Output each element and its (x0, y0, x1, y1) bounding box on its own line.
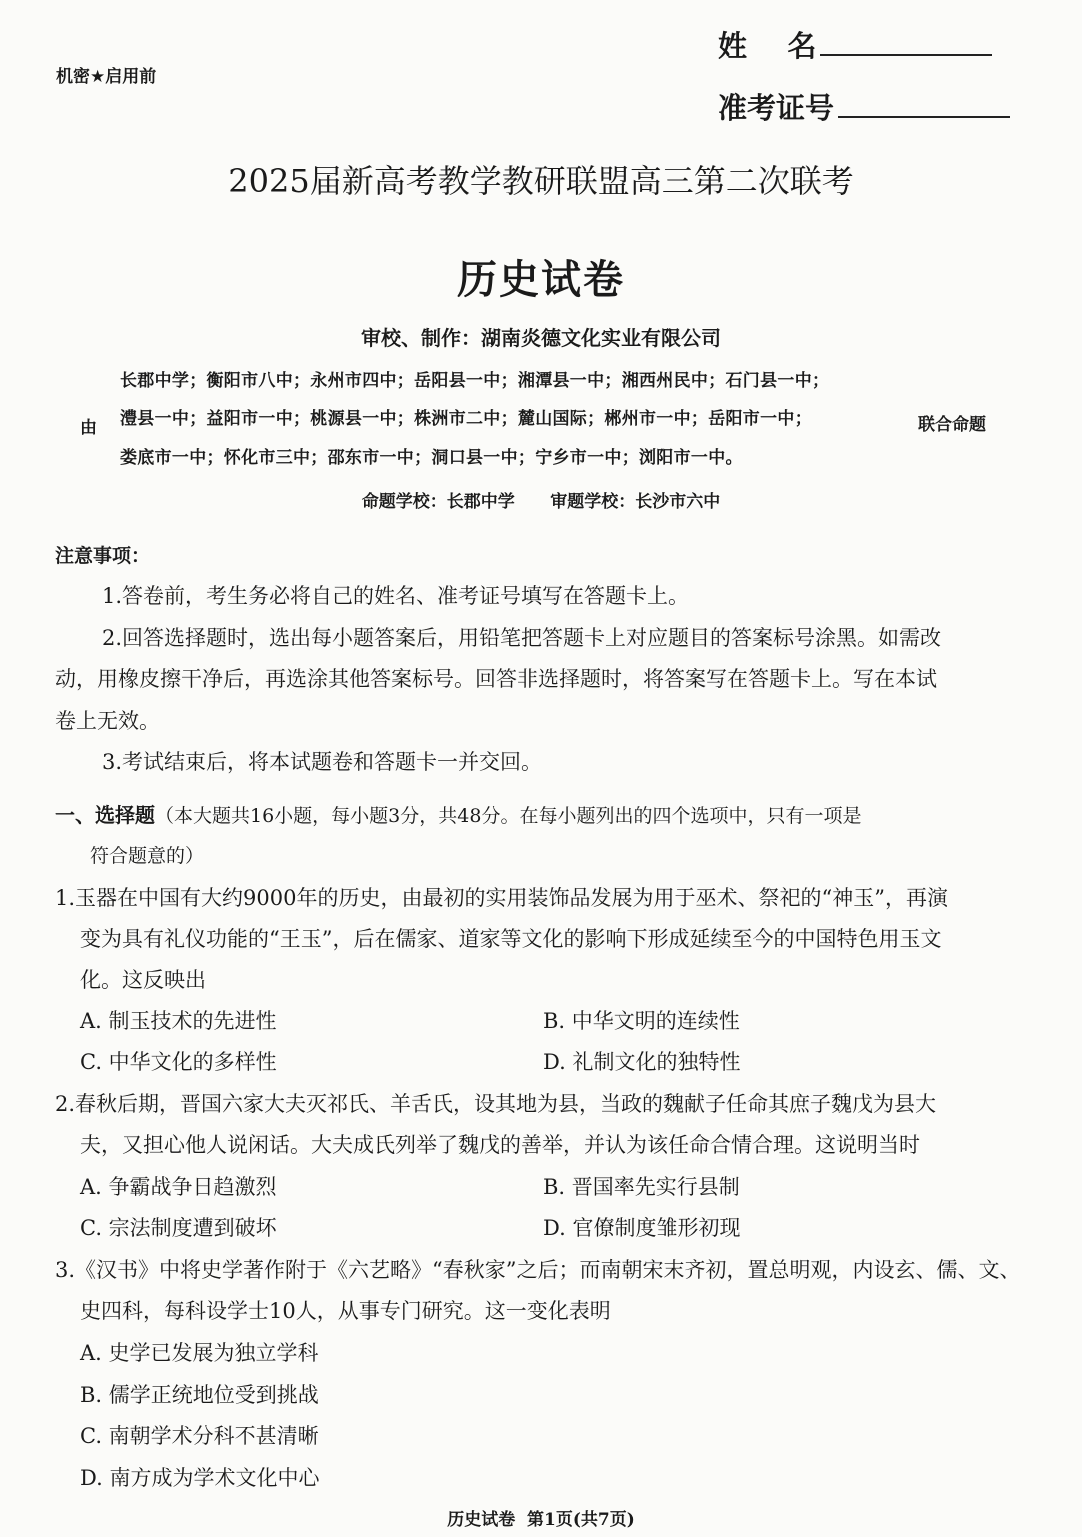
q1-option-a[interactable]: A. 制玉技术的先进性 (80, 1009, 277, 1033)
section-heading-line (55, 799, 861, 828)
section-desc: （本大题共16小题，每小题3分，共48分。在每小题列出的四个选项中，只有一项是 (155, 805, 862, 827)
question-3-line-1: 3.《汉书》中将史学著作附于《六艺略》“春秋家”之后；而南朝宋末齐初，置总明观，内设玄、儒、文、 (55, 1258, 1021, 1282)
q1-option-c[interactable]: C. 中华文化的多样性 (80, 1050, 277, 1074)
schools-line: 澧县一中；益阳市一中；桃源县一中；株洲市二中；麓山国际；郴州市一中；岳阳市一中； (120, 409, 812, 429)
schools-suffix: 联合命题 (918, 415, 986, 435)
note-2-line-2: 动，用橡皮擦干净后，再选涂其他答案标号。回答非选择题时，将答案写在答题卡上。写在本试 (55, 667, 937, 691)
maker-line: 审校、制作：湖南炎德文化实业有限公司 (361, 326, 721, 350)
question-3-line-2: 史四科，每科设学士10人，从事专门研究。这一变化表明 (80, 1299, 611, 1323)
subject-title: 历史试卷 (457, 257, 625, 303)
name-blank-line[interactable] (820, 30, 992, 56)
section-heading: 一、选择题 (55, 803, 155, 827)
setter-schools: 命题学校：长郡中学 审题学校：长沙市六中 (361, 492, 721, 512)
notes-heading: 注意事项： (55, 545, 151, 567)
note-1: 1.答卷前，考生务必将自己的姓名、准考证号填写在答题卡上。 (102, 584, 690, 608)
q3-option-d[interactable]: D. 南方成为学术文化中心 (80, 1466, 320, 1490)
exam-id-field[interactable] (718, 86, 1010, 127)
q2-option-a[interactable]: A. 争霸战争日趋激烈 (80, 1175, 277, 1199)
exam-title: 2025届新高考教学教研联盟高三第二次联考 (228, 162, 854, 200)
q2-option-b[interactable]: B. 晋国率先实行县制 (543, 1175, 740, 1199)
note-2-line-1: 2.回答选择题时，选出每小题答案后，用铅笔把答题卡上对应题目的答案标号涂黑。如需改 (102, 626, 942, 650)
name-field[interactable] (718, 24, 992, 65)
q2-option-c[interactable]: C. 宗法制度遭到破坏 (80, 1216, 277, 1240)
schools-prefix: 由 (80, 418, 97, 438)
name-label: 姓 名 (718, 29, 817, 63)
exam-id-label: 准考证号 (718, 91, 835, 125)
note-2-line-3: 卷上无效。 (55, 709, 160, 733)
q3-option-b[interactable]: B. 儒学正统地位受到挑战 (80, 1383, 319, 1407)
q1-option-d[interactable]: D. 礼制文化的独特性 (543, 1050, 741, 1074)
secret-mark: 机密★启用前 (56, 67, 157, 87)
page-footer: 历史试卷 第1页(共7页) (447, 1510, 635, 1530)
question-2-line-1: 2.春秋后期，晋国六家大夫灭祁氏、羊舌氏，设其地为县，当政的魏献子任命其庶子魏戊为县大 (55, 1092, 937, 1116)
note-3: 3.考试结束后，将本试题卷和答题卡一并交回。 (102, 750, 543, 774)
schools-line: 长郡中学；衡阳市八中；永州市四中；岳阳县一中；湘潭县一中；湘西州民中；石门县一中； (120, 371, 830, 391)
question-1-line-1: 1.玉器在中国有大约9000年的历史，由最初的实用装饰品发展为用于巫术、祭祀的“神玉”，再演 (55, 886, 948, 910)
q3-option-a[interactable]: A. 史学已发展为独立学科 (80, 1341, 319, 1365)
q2-option-d[interactable]: D. 官僚制度雏形初现 (543, 1216, 741, 1240)
exam-id-blank-line[interactable] (838, 92, 1010, 118)
q3-option-c[interactable]: C. 南朝学术分科不甚清晰 (80, 1424, 319, 1448)
question-1-line-2: 变为具有礼仪功能的“王玉”，后在儒家、道家等文化的影响下形成延续至今的中国特色用玉文 (80, 927, 942, 951)
question-1-line-3: 化。这反映出 (80, 968, 206, 992)
q1-option-b[interactable]: B. 中华文明的连续性 (543, 1009, 740, 1033)
question-2-line-2: 夫，又担心他人说闲话。大夫成氏列举了魏戊的善举，并认为该任命合情合理。这说明当时 (80, 1133, 920, 1157)
section-desc-cont: 符合题意的） (90, 845, 205, 867)
schools-line: 娄底市一中；怀化市三中；邵东市一中；洞口县一中；宁乡市一中；浏阳市一中。 (120, 448, 743, 468)
